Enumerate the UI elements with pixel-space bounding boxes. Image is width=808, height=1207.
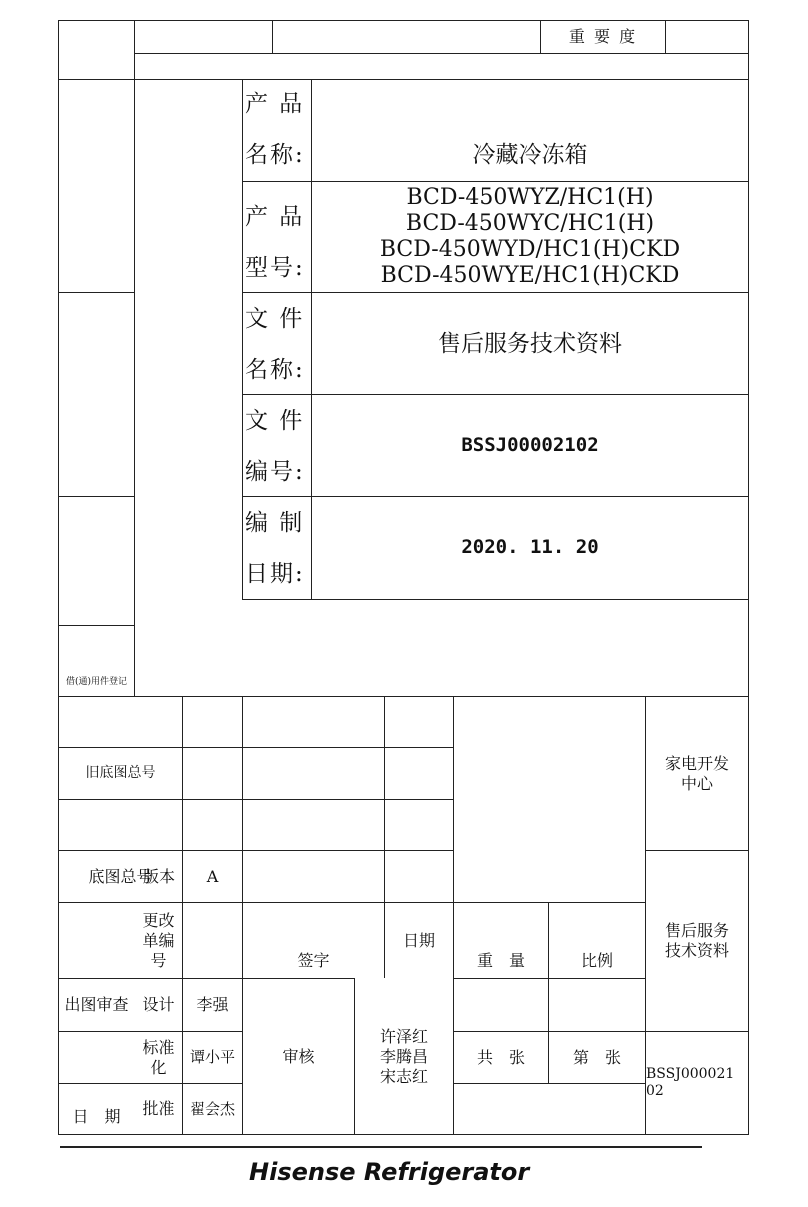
weight-label: 重 量 xyxy=(476,951,525,970)
compile-date: 2020. 11. 20 xyxy=(461,536,599,559)
base-drawing-number-label: 底图总号 xyxy=(88,866,153,886)
standardization-label: 标准 化 xyxy=(142,1037,175,1077)
approver-name: 翟会杰 xyxy=(189,1099,235,1118)
doc-name-label: 文 件 名称: xyxy=(245,306,305,383)
borrow-register-label: 借(通)用件登记 xyxy=(65,677,128,688)
design-label: 设计 xyxy=(142,995,175,1014)
date-column-label: 日期 xyxy=(402,930,435,950)
version-value: A xyxy=(206,866,219,886)
signature-label: 签字 xyxy=(297,951,330,970)
total-sheets-label: 共 张 xyxy=(476,1047,525,1067)
standardizer-name: 谭小平 xyxy=(189,1048,235,1067)
scale-label: 比例 xyxy=(580,951,613,970)
version-label: 版本 xyxy=(142,866,175,886)
product-models: BCD-450WYZ/HC1(H) BCD-450WYC/HC1(H) BCD-450WYD/HC1(H)CKD BCD-450WYE/HC1(H)CKD xyxy=(379,185,681,288)
department-label: 家电开发 中心 xyxy=(664,753,729,793)
document-type-label: 售后服务 技术资料 xyxy=(664,921,729,960)
document-code: BSSJ000021 02 xyxy=(646,1065,735,1099)
old-drawing-number-label: 旧底图总号 xyxy=(85,764,156,781)
change-number-label: 更改 单编 号 xyxy=(142,910,175,970)
auditor-names: 许泽红 李腾昌 宋志红 xyxy=(379,1026,428,1086)
brand-logo: Hisense Refrigerator xyxy=(249,1158,530,1186)
product-name: 冷藏冷冻箱 xyxy=(472,142,588,169)
designer-name: 李强 xyxy=(196,995,229,1014)
doc-name: 售后服务技术资料 xyxy=(438,330,622,357)
sheet-number-label: 第 张 xyxy=(572,1047,621,1067)
audit-label: 审核 xyxy=(282,1046,315,1066)
date-row-label: 日 期 xyxy=(72,1107,121,1126)
issue-review-label: 出图审查 xyxy=(64,995,129,1014)
doc-number-label: 文 件 编号: xyxy=(245,408,305,485)
product-model-label: 产 品 型号: xyxy=(245,204,305,281)
date-label: 编 制 日期: xyxy=(245,510,305,587)
product-name-label: 产 品 名称: xyxy=(245,91,305,168)
approve-label: 批准 xyxy=(142,1099,175,1118)
doc-number: BSSJ00002102 xyxy=(461,434,599,457)
importance-label: 重 要 度 xyxy=(568,27,638,46)
